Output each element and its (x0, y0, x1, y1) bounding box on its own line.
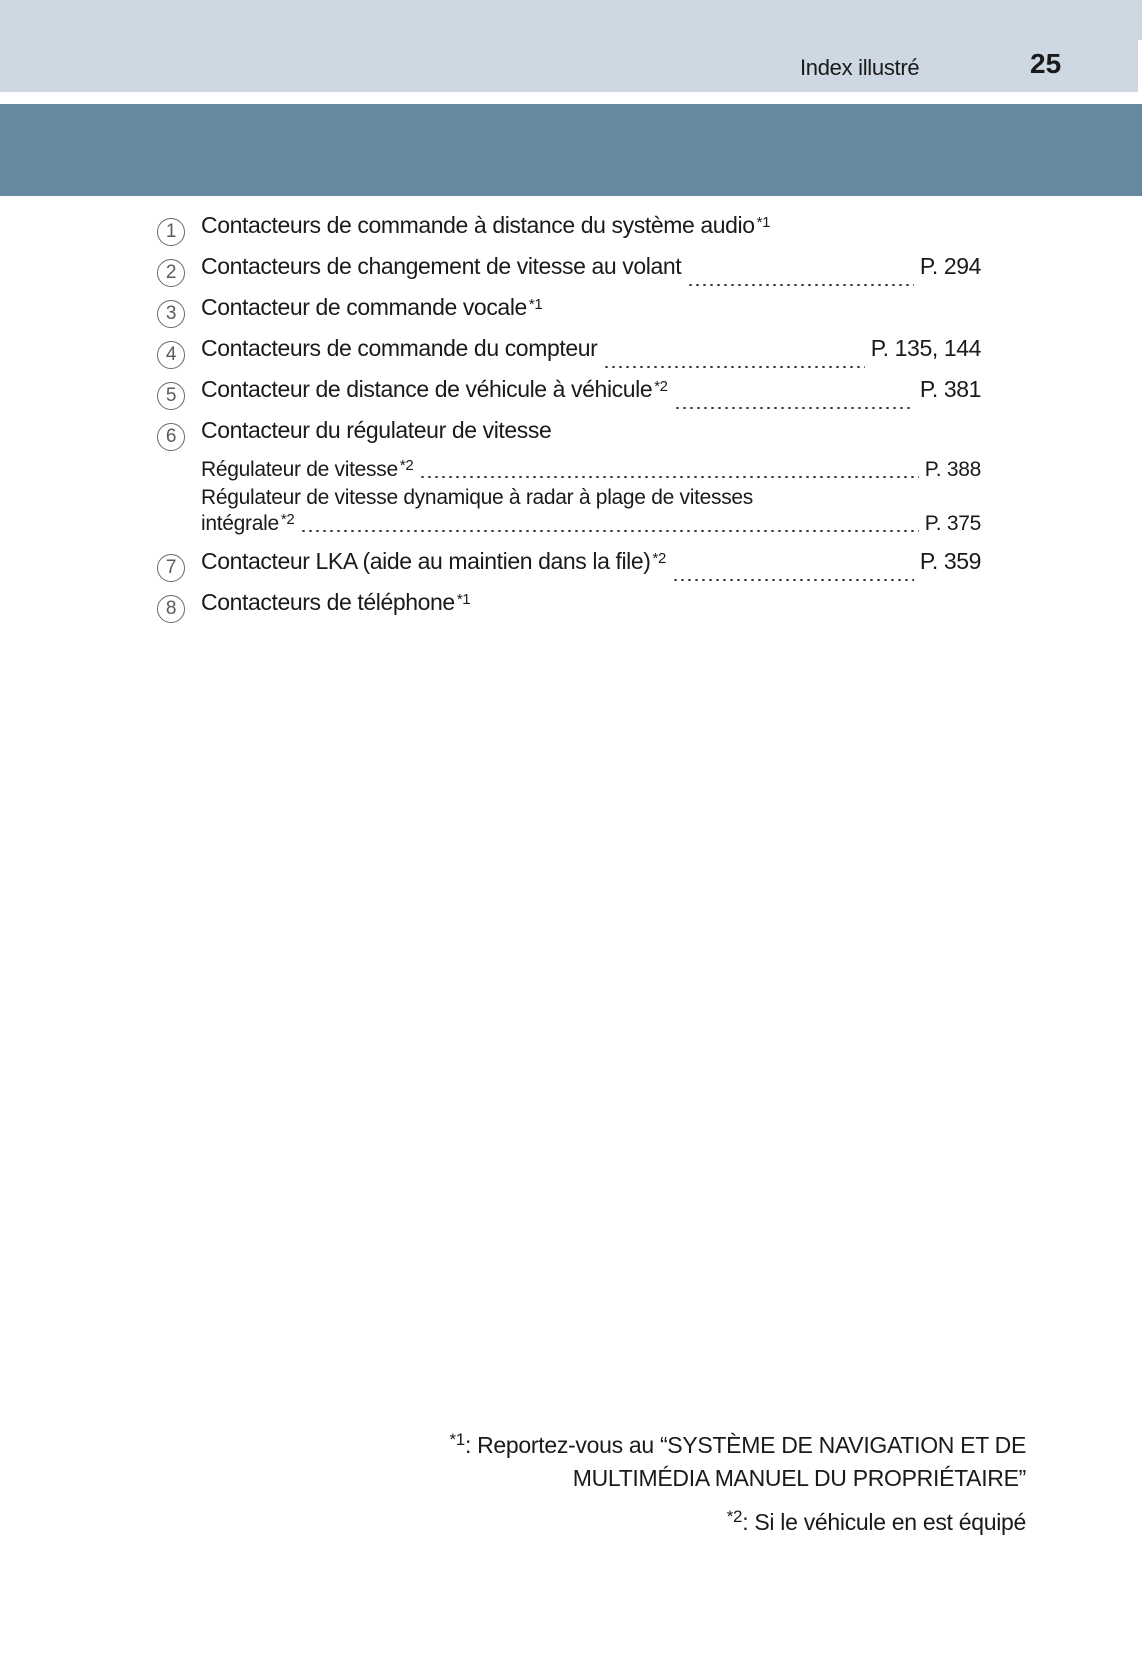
footnote-2: $^{*2}$: Si le véhicule en est équipé (726, 1507, 1026, 1535)
callout-number: 3 (157, 300, 185, 328)
entry-label: Contacteur de commande vocale $^{*1}$ (201, 294, 543, 320)
entry-label: Contacteurs de téléphone $^{*1}$ (201, 589, 471, 615)
dot-leader (300, 530, 918, 532)
footnote-1-continuation: MULTIMÉDIA MANUEL DU PROPRIÉTAIRE” (572, 1465, 1026, 1491)
page-reference[interactable]: P. 294 (919, 253, 981, 279)
entry-label: Contacteur de distance de véhicule à véhicule $^{*2}$ (201, 376, 668, 402)
page-reference[interactable]: P. 375 (924, 512, 981, 535)
section-title: Index illustré (800, 55, 920, 80)
callout-number: 7 (157, 554, 185, 582)
callout-number: 2 (157, 259, 185, 287)
entry-label: Contacteurs de commande du compteur (201, 335, 598, 361)
dot-leader (419, 476, 918, 478)
sub-entry-label: intégrale $^{*2}$ (201, 511, 295, 535)
sub-entry (157, 512, 981, 540)
index-entry (157, 589, 981, 630)
footnotes (449, 1430, 1026, 1540)
index-entry (157, 253, 981, 294)
callout-number: 5 (157, 382, 185, 410)
index-entry (157, 212, 981, 253)
dot-leader (672, 579, 914, 581)
header-gap (0, 92, 1142, 104)
page-reference[interactable]: P. 359 (919, 548, 981, 574)
section-color-band (0, 104, 1142, 196)
index-entry (157, 335, 981, 376)
dot-leader (674, 407, 914, 409)
callout-number: 8 (157, 595, 185, 623)
sub-entry-line (157, 486, 981, 514)
page-reference[interactable]: P. 135, 144 (870, 335, 981, 361)
page-reference[interactable]: P. 381 (919, 376, 981, 402)
footnote-ref: *1 (756, 214, 771, 231)
footnote-ref: *2 (399, 457, 414, 474)
callout-number: 6 (157, 423, 185, 451)
footnote-ref: *2 (654, 378, 668, 395)
dot-leader (687, 284, 914, 286)
sub-entry (157, 458, 981, 486)
entry-label: Contacteur du régulateur de vitesse (201, 417, 552, 443)
callout-number: 1 (157, 218, 185, 246)
page-number: 25 (1030, 48, 1062, 79)
switch-index-list (157, 212, 981, 630)
footnote-ref: *1 (456, 591, 471, 608)
entry-label: Contacteur LKA (aide au maintien dans la file) $^{*2}$ (201, 548, 666, 574)
index-entry (157, 548, 981, 589)
header-band (0, 0, 1142, 92)
footnote-ref: *2 (652, 550, 666, 567)
sub-entry-label: Régulateur de vitesse dynamique à radar à plage de vitesses (201, 486, 753, 509)
dot-leader (603, 366, 864, 368)
page-reference[interactable]: P. 388 (924, 458, 981, 481)
header-edge-rule (1138, 40, 1142, 100)
sub-entry-label: Régulateur de vitesse $^{*2}$ (201, 457, 414, 481)
entry-label: Contacteurs de changement de vitesse au volant (201, 253, 682, 279)
index-entry (157, 417, 981, 458)
callout-number: 4 (157, 341, 185, 369)
footnote-ref: *1 (528, 296, 543, 313)
index-entry (157, 294, 981, 335)
index-entry (157, 376, 981, 417)
footnote-1: $^{*1}$: Reportez-vous au “SYSTÈME DE NAVIGATION ET DE (449, 1430, 1026, 1458)
footnote-ref: *2 (280, 511, 295, 528)
entry-label: Contacteurs de commande à distance du système audio $^{*1}$ (201, 212, 771, 238)
